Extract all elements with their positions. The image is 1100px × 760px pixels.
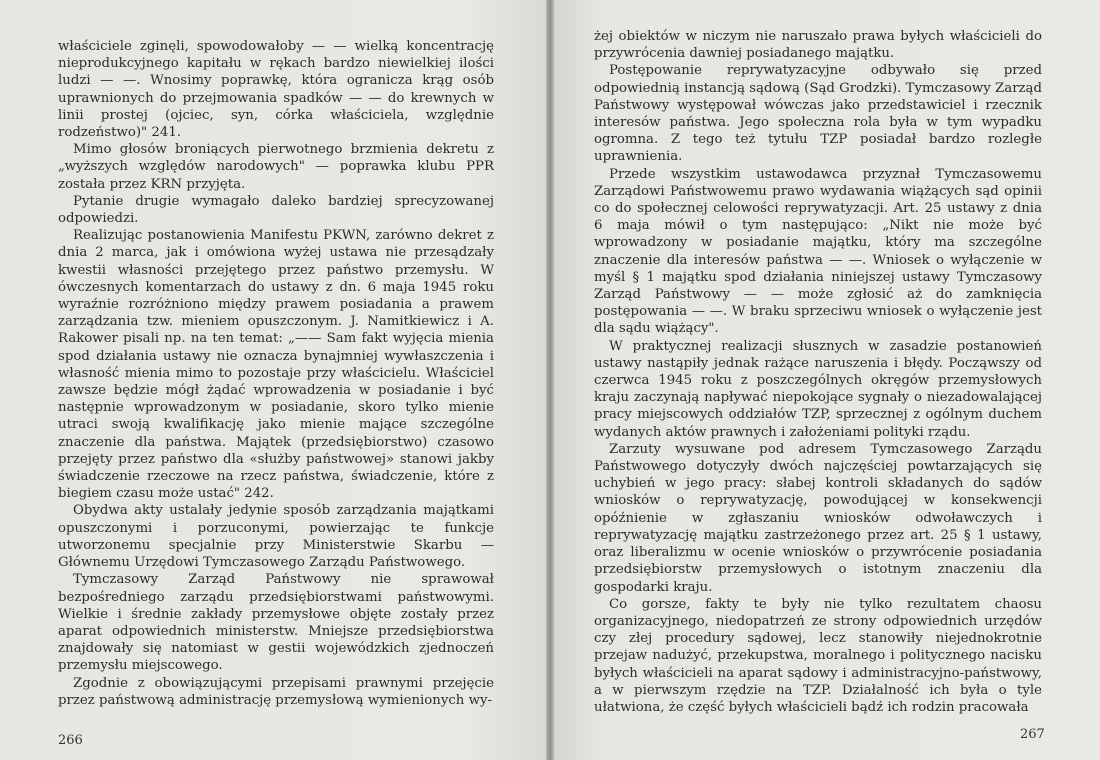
book-gutter	[546, 0, 554, 760]
page-number: 266	[58, 733, 83, 748]
left-page-text	[58, 38, 494, 709]
paragraph: Zgodnie z obowiązującymi przepisami prawnymi przejęcie przez państwową administrację przemysłową wymienionych wy-	[58, 675, 494, 708]
paragraph: Mimo głosów broniących pierwotnego brzmienia dekretu z „wyższych względów narodowych" — poprawka klubu PPR została przez KRN przyjęta.	[58, 142, 494, 192]
page-number: 267	[1020, 727, 1045, 742]
paragraph: żej obiektów w niczym nie naruszało prawa byłych właścicieli do przywrócenia dawniej posiadanego majątku.	[594, 29, 1042, 62]
paragraph: Pytanie drugie wymagało daleko bardziej sprecyzowanej odpowiedzi.	[58, 193, 494, 227]
paragraph: Obydwa akty ustalały jedynie sposób zarządzania majątkami opuszczonymi i porzuconymi, powierzając te funkcje utworzonemu specjalnie przy Ministerstwie Skarbu — Głównemu Urzędowi Tymczasowego Zarządu Państwowego.	[58, 503, 494, 571]
right-page-text	[594, 28, 1042, 716]
paragraph: Tymczasowy Zarząd Państwowy nie sprawował bezpośredniego zarządu przedsiębiorstwami państwowymi. Wielkie i średnie zakłady przemysłowe objęte zostały przez aparat odpowiednich ministerstw. Mniejsze przedsiębiorstwa znajdowały się natomiast w gestii wojewódzkich zjednoczeń przemysłu miejscowego.	[58, 572, 494, 674]
paragraph: Przede wszystkim ustawodawca przyznał Tymczasowemu Zarządowi Państwowemu prawo wydawania wiążących sąd opinii co do społecznej celowości reprywatyzacji. Art. 25 ustawy z dnia 6 maja mówił o tym następująco: „Nikt nie może być wprowadzony w posiadanie majątku, który ma szczególne znaczenie dla interesów państwa — —. Wniosek o wyłączenie w myśl § 1 majątku spod działania niniejszej ustawy Tymczasowy Zarząd Państwowy — — może zgłosić aż do zamknięcia postępowania — —. W braku sprzeciwu wniosek o wyłączenie jest dla sądu wiążący".	[594, 166, 1042, 337]
paragraph: Realizując postanowienia Manifestu PKWN, zarówno dekret z dnia 2 marca, jak i omówiona wyżej ustawa nie przesądzały kwestii własności przejętego przez państwo przemysłu. W ówczesnych komentarzach do ustawy z dn. 6 maja 1945 roku wyraźnie rozróżniono między prawem posiadania a prawem zarządzania tzw. mieniem opuszczonym. J. Namitkiewicz i A. Rakower pisali np. na ten temat: „—— Sam fakt wyjęcia mienia spod działania ustawy nie oznacza bynajmniej wywłaszczenia i własność mienia mimo to pozostaje przy właścicielu. Właściciel zawsze będzie mógł żądać wprowadzenia w posiadanie i być następnie wprowadzonym w posiadanie, skoro tylko mienie utraci swoją kwalifikację jako mienie mające szczególne znaczenie dla państwa. Majątek (przedsiębiorstwo) czasowo przejęty przez państwo dla «służby państwowej» stanowi jakby świadczenie rzeczowe na rzecz państwa, świadczenie, które z biegiem czasu może ustać" 242.	[58, 228, 494, 502]
paragraph: W praktycznej realizacji słusznych w zasadzie postanowień ustawy nastąpiły jednak rażące naruszenia i błędy. Począwszy od czerwca 1945 roku z poszczególnych okręgów przemysłowych kraju zaczynają napływać niepokojące sygnały o niezadowalającej pracy miejscowych oddziałów TZP, sprzecznej z ogólnym duchem wydanych aktów prawnych i założeniami polityki rządu.	[594, 338, 1042, 440]
paragraph: Co gorsze, fakty te były nie tylko rezultatem chaosu organizacyjnego, niedopatrzeń ze strony odpowiednich urzędów czy złej procedury sądowej, lecz stanowiły niejednokrotnie przejaw nadużyć, przekupstwa, moralnego i politycznego nacisku byłych właścicieli na aparat sądowy i administracyjno-państwowy, a w pierwszym rzędzie na TZP. Działalność ich była o tyle ułatwiona, że część byłych właścicieli bądź ich rodzin pracowała	[594, 596, 1042, 715]
right-page	[550, 0, 1100, 760]
paragraph: Postępowanie reprywatyzacyjne odbywało się przed odpowiednią instancją sądową (Sąd Grodzki). Tymczasowy Zarząd Państwowy występował wówczas jako przedstawiciel i rzecznik interesów państwa. Jego społeczna rola była w tym wypadku ogromna. Z tego też tytułu TZP posiadał bardzo rozległe uprawnienia.	[594, 63, 1042, 165]
paragraph: Zarzuty wysuwane pod adresem Tymczasowego Zarządu Państwowego dotyczyły dwóch najczęściej powtarzających się uchybień w jego pracy: słabej kontroli składanych do sądów wniosków o reprywatyzację, powodującej w konsekwencji opóźnienie w zgłaszaniu wniosków odwoławczych i reprywatyzację majątku zastrzeżonego przez art. 25 § 1 ustawy, oraz liberalizmu w ocenie wniosków o przywrócenie posiadania przedsiębiorstw przemysłowych o istotnym znaczeniu dla gospodarki kraju.	[594, 441, 1042, 595]
paragraph: właściciele zginęli, spowodowałoby — — wielką koncentrację nieprodukcyjnego kapitału w rękach bardzo niewielkiej ilości ludzi — —. Wnosimy poprawkę, która ogranicza krąg osób uprawnionych do przejmowania spadków — — do krewnych w linii prostej (ojciec, syn, córka właściciela, względnie rodzeństwo)" 241.	[58, 39, 494, 141]
